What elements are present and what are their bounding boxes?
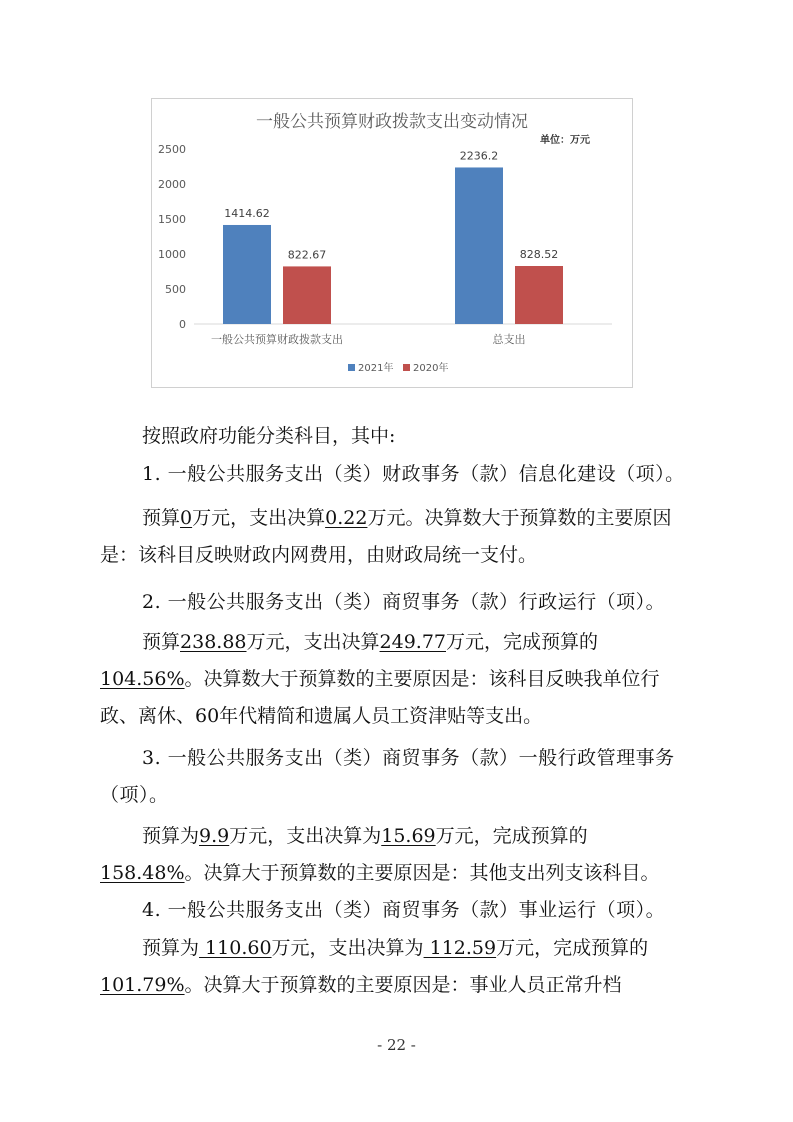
legend-label: 2021年 [358, 363, 394, 374]
category-label: 一般公共预算财政拨款支出 [211, 333, 343, 346]
item3-budget-value: 9.9 [199, 825, 230, 847]
item2-actual-value: 249.77 [379, 631, 446, 653]
item1-text-1: 预算 [142, 507, 181, 529]
item3-paragraph [100, 818, 690, 892]
item1-budget-value: 0 [180, 507, 193, 529]
category-label: 总支出 [492, 333, 526, 346]
item3-text-4: 。决算大于预算数的主要原因是：其他支出列支该科目。 [184, 862, 660, 884]
item1-text-3: 万元。决算数大于预算数的主要原因是：该科目反映财政内网费用，由财政局统一支付。 [100, 507, 672, 566]
intro-text: 按照政府功能分类科目，其中: [142, 425, 396, 447]
x-axis-category-labels [211, 332, 526, 346]
bar-series [223, 149, 563, 324]
bar-data-label: 822.67 [287, 248, 327, 262]
item3-text-1: 预算为 [142, 825, 200, 847]
legend-swatch [348, 364, 355, 371]
item3-text-3: 万元，完成预算的 [435, 825, 588, 847]
item1-paragraph [100, 500, 690, 574]
item2-text-1: 预算 [142, 631, 181, 653]
bar-chart-svg [152, 99, 632, 387]
item4-text-1: 预算为 [142, 937, 200, 959]
item1-actual-value: 0.22 [325, 507, 368, 529]
expenditure-change-chart [151, 98, 633, 388]
item4-heading [100, 892, 690, 929]
item2-title: 2. 一般公共服务支出（类）商贸事务（款）行政运行（项）。 [142, 591, 666, 613]
item4-paragraph [100, 930, 690, 1004]
item2-paragraph [100, 624, 690, 735]
item2-text-4: 。决算数大于预算数的主要原因是：该科目反映我单位行政、离休、60年代精简和遗属人员工资津贴等支出。 [100, 668, 660, 727]
intro-paragraph [100, 418, 690, 455]
page-number: - 22 - [377, 1036, 416, 1054]
y-tick-label: 0 [179, 318, 186, 331]
chart-title: 一般公共预算财政拨款支出变动情况 [256, 112, 528, 132]
item2-text-2: 万元，支出决算 [246, 631, 380, 653]
legend-label: 2020年 [413, 363, 449, 374]
item4-title: 4. 一般公共服务支出（类）商贸事务（款）事业运行（项）。 [142, 899, 666, 921]
bar-data-label: 2236.2 [459, 149, 499, 163]
bar-2021-1 [455, 167, 503, 324]
item4-text-3: 万元，完成预算的 [496, 937, 649, 959]
item4-percent-value: 101.79% [100, 974, 185, 996]
bar-2020-0 [283, 266, 331, 324]
chart-unit-label: 单位：万元 [540, 135, 590, 146]
bar-2020-1 [515, 266, 563, 324]
y-tick-label: 1500 [158, 213, 186, 226]
bar-2021-0 [223, 225, 271, 324]
item4-text-2: 万元，支出决算为 [271, 937, 424, 959]
item4-text-4: 。决算大于预算数的主要原因是：事业人员正常升档 [184, 974, 622, 996]
item4-actual-value: 112.59 [423, 937, 497, 959]
y-tick-label: 1000 [158, 248, 186, 261]
page-footer [0, 1036, 793, 1054]
item3-percent-value: 158.48% [100, 862, 185, 884]
item2-budget-value: 238.88 [180, 631, 247, 653]
bar-data-label: 828.52 [519, 248, 559, 262]
y-tick-label: 2000 [158, 178, 186, 191]
item3-text-2: 万元，支出决算为 [229, 825, 382, 847]
item3-heading [100, 740, 690, 814]
y-tick-label: 500 [165, 283, 186, 296]
item2-percent-value: 104.56% [100, 668, 185, 690]
item3-title: 3. 一般公共服务支出（类）商贸事务（款）一般行政管理事务（项）。 [100, 747, 675, 806]
bar-data-label: 1414.62 [224, 206, 270, 220]
y-axis-ticks [158, 143, 186, 331]
item1-title: 1. 一般公共服务支出（类）财政事务（款）信息化建设（项）。 [142, 463, 685, 485]
item3-actual-value: 15.69 [381, 825, 436, 847]
item1-text-2: 万元，支出决算 [192, 507, 326, 529]
item1-heading [100, 456, 690, 493]
chart-legend [348, 361, 448, 374]
item2-text-3: 万元，完成预算的 [446, 631, 599, 653]
y-tick-label: 2500 [158, 143, 186, 156]
item2-heading [100, 584, 690, 621]
item4-budget-value: 110.60 [199, 937, 272, 959]
legend-swatch [403, 364, 410, 371]
